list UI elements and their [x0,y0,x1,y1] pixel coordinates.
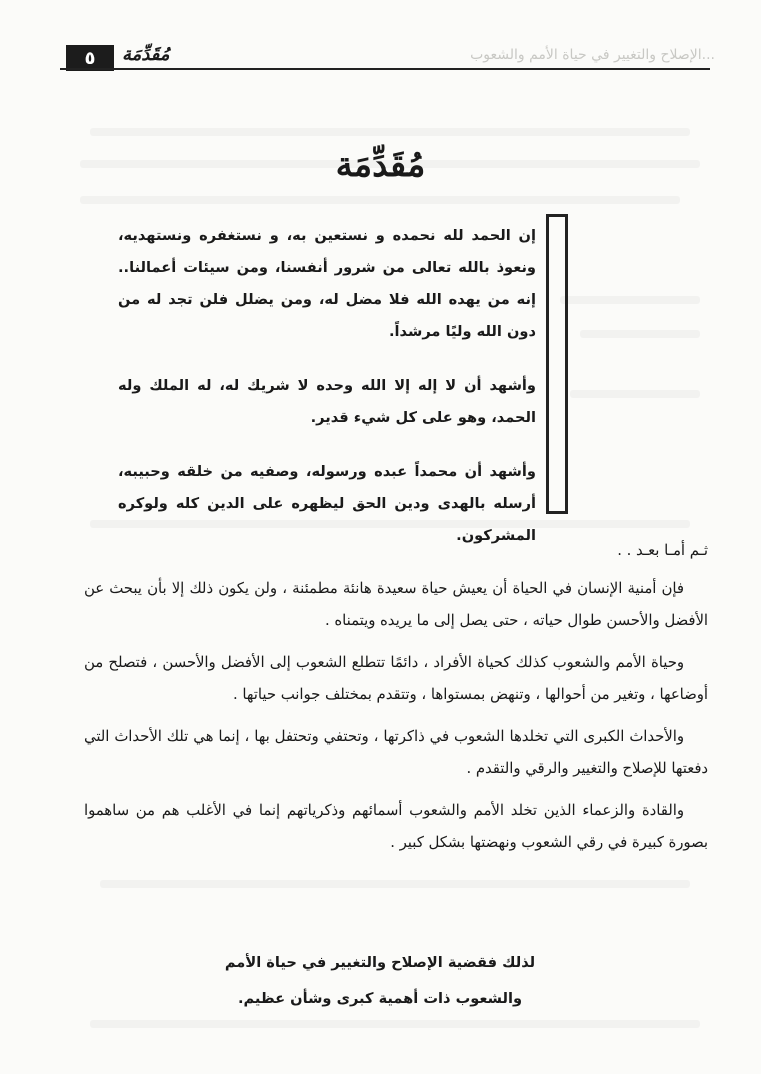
body-paragraph: فإن أمنية الإنسان في الحياة أن يعيش حياة سعيدة هانئة مطمئنة ، ولن يكون ذلك إلا بأن يبحث عن الأفضل والأحسن طوال حياته ، حتى يصل إلى ما يريده ويتمناه . [84,580,708,629]
body-paragraph: ثـم أمـا بعـد . . [617,542,708,559]
bleed-through-line [100,880,690,888]
body-paragraph: والأحداث الكبرى التي تخلدها الشعوب في ذاكرتها ، وتحتفي وتحتفل بها ، إنما هي تلك الأحداث التي دفعتها للإصلاح والتغيير والرقي والتقدم . [84,728,708,777]
bleed-through-line [90,128,690,136]
bleed-through-line [90,1020,700,1028]
opening-invocation [118,220,536,574]
header-title: مُقَدِّمَة [122,44,170,65]
bleed-through-line [580,330,700,338]
body-paragraph: والقادة والزعماء الذين تخلد الأمم والشعوب أسمائهم وذكرياتهم إنما في الأغلب هم من ساهموا بصورة كبيرة في رقي الشعوب ونهضتها بشكل كبير . [84,802,708,851]
intro-paragraph: وأشهد أن محمداً عبده ورسوله، وصفيه من خلقه وحبيبه، أرسله بالهدى ودين الحق ليظهره على الدين كله ولوكره المشركون. [118,463,536,544]
body-text [84,535,708,869]
decorative-bracket [546,214,568,514]
chapter-title: مُقَدِّمَة [335,145,426,185]
bleed-through-line [570,390,700,398]
closing-line: لذلك فقضية الإصلاح والتغيير في حياة الأمم [224,954,536,971]
page-number: ٥ [66,45,114,71]
header-rule [60,68,710,70]
body-paragraph: وحياة الأمم والشعوب كذلك كحياة الأفراد ، دائمًا تتطلع الشعوب إلى الأفضل والأحسن ، فتصلح من أوضاعها ، وتغير من أحوالها ، وتنهض بمستواها ، وتتقدم بمختلف جوانب حياتها . [84,654,708,703]
intro-paragraph: وأشهد أن لا إله إلا الله وحده لا شريك له، له الملك وله الحمد، وهو على كل شيء قدير. [118,377,536,426]
bleed-through-line [560,296,700,304]
closing-line: والشعوب ذات أهمية كبرى وشأن عظيم. [237,990,523,1007]
intro-paragraph: إن الحمد لله نحمده و نستعين به، و نستغفره ونستهديه، ونعوذ بالله تعالى من شرور أنفسنا، ومن سيئات أعمالنا.. إنه من يهده الله فلا مضل له، ومن يضلل فلن تجد له من دون الله وليًا مرشداً. [118,227,536,340]
bleed-through-line [80,196,680,204]
running-header: ...الإصلاح والتغيير في حياة الأمم والشعوب [470,47,715,63]
closing-statement [130,945,630,1017]
